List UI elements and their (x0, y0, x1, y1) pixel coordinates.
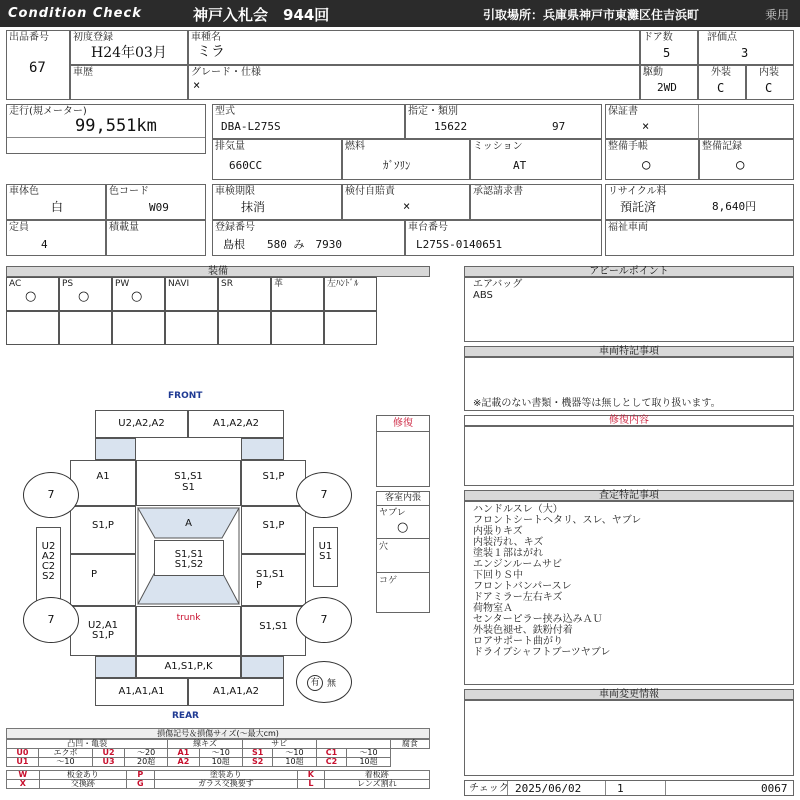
special-title: 車両特記事項 (464, 346, 794, 357)
rear-right-bumper: A1,A1,A2 (188, 678, 284, 706)
special-box: ※記載のない書類・機器等は無しとして取り扱います。 (464, 357, 794, 411)
front-left-headlight (95, 438, 136, 460)
equipment-blank (324, 311, 377, 345)
legend-group: サビ (242, 740, 316, 749)
color-cell: 車体色 白 (6, 184, 106, 220)
grade-cell: グレード・仕様 × (188, 65, 640, 100)
trunk-lid: A1,S1,P,K (136, 656, 241, 678)
note-line: センターピラー挟み込みＡＵ (473, 614, 603, 625)
front-left-bumper: U2,A2,A2 (95, 410, 188, 438)
roof: S1,S1 S1,S2 (154, 540, 224, 576)
legend-desc: 10超 (273, 758, 316, 767)
recycle-cell: リサイクル料 預託済 8,640円 (605, 184, 794, 220)
legend-code: S2 (242, 758, 273, 767)
color-code-cell: 色コード W09 (106, 184, 206, 220)
equipment-blank (165, 311, 218, 345)
note-line: 内装汚れ、キズ (473, 537, 544, 548)
equipment-item: AC ○ (6, 277, 59, 311)
repair-box (464, 426, 794, 486)
cabin-interior-box: 客室内張 ヤブレ ○ 穴 コゲ (376, 491, 430, 613)
legend-desc: 20超 (124, 758, 167, 767)
legend-code: X (7, 780, 40, 789)
equipment-blank (6, 311, 59, 345)
note-line: ハンドルスレ（大） (473, 504, 563, 515)
pickup-location: 引取場所：兵庫県神戸市東灘区住吉浜町 (483, 8, 700, 22)
legend-desc: ～10 (38, 758, 92, 767)
maint-book-cell: 整備手帳 ○ (605, 139, 699, 180)
note-line: ロアサポート曲がり (473, 636, 563, 647)
first-reg-cell: 初度登録 H24年03月 (70, 30, 188, 65)
tire-front-left: 7 (23, 472, 79, 518)
right-fender: S1,P (241, 460, 306, 506)
left-quarter: U2,A1 S1,P (70, 606, 136, 656)
check-row: チェック 2025/06/02 1 0067 (464, 780, 794, 796)
drive-cell: 駆動 2WD (640, 65, 698, 100)
legend-code: A1 (168, 749, 199, 758)
legend-desc: 板金あり (39, 771, 126, 780)
auction-name: 神戸入札会 944回 (193, 6, 330, 24)
equipment-blank (112, 311, 165, 345)
tire-front-right: 7 (296, 472, 352, 518)
mileage-cell: 走行(規メーター) 99,551km (6, 104, 206, 154)
note-line: フロントシートヘタリ、スレ、ヤブレ (473, 515, 642, 526)
right-quarter: S1,S1 (241, 606, 306, 656)
first-reg: H24年03月 (91, 45, 167, 61)
equipment-blank (218, 311, 271, 345)
equipment-item: NAVI (165, 277, 218, 311)
right-side-panel: U1 S1 (313, 527, 338, 587)
legend-code: L (298, 780, 324, 789)
legend-desc: 交換跡 (39, 780, 126, 789)
legend-code: U0 (7, 749, 39, 758)
spare-tire: 有 無 (296, 661, 352, 703)
equipment-item: PW ○ (112, 277, 165, 311)
equipment-item: PS ○ (59, 277, 112, 311)
maint-record-cell: 整備記録 ○ (699, 139, 794, 180)
appeal-box: エアバッグ ABS (464, 277, 794, 342)
change-box (464, 700, 794, 776)
left-fender: A1 (70, 460, 136, 506)
windshield: A (185, 518, 192, 529)
legend-desc: 着板跡 (324, 771, 429, 780)
note-line: フロントバンパースレ (473, 581, 572, 592)
legend-code: P (127, 771, 154, 780)
legend-desc: 塗装あり (154, 771, 298, 780)
legend-desc: ～20 (124, 749, 167, 758)
legend-code: A2 (168, 758, 199, 767)
exterior-cell: 外装 C (698, 65, 746, 100)
left-side-panel: U2 A2 C2 S2 (36, 527, 61, 607)
legend-code: C2 (316, 758, 347, 767)
legend-code: U3 (93, 758, 125, 767)
note-line: 外装色褪せ、鉄粉付着 (473, 625, 573, 636)
legend-desc: 10超 (347, 758, 390, 767)
rear-left-lamp (95, 656, 136, 678)
legend-code: U1 (7, 758, 39, 767)
legend-code: G (127, 780, 154, 789)
legend-desc: ～10 (199, 749, 242, 758)
fuel-cell: 燃料 ｶﾞｿﾘﾝ (342, 139, 470, 180)
equipment-blank (59, 311, 112, 345)
repair-title: 修復内容 (464, 415, 794, 426)
equipment-item: SR (218, 277, 271, 311)
legend-code: K (298, 771, 324, 780)
capacity-cell: 定員 4 (6, 220, 106, 256)
front-right-headlight (241, 438, 284, 460)
note-line: ドライブシャフトブーツヤブレ (473, 647, 611, 658)
claim-cell: 承認請求書 (470, 184, 602, 220)
appeal-title: アピールポイント (464, 266, 794, 277)
doors-cell: ドア数 5 (640, 30, 698, 65)
mileage: 99,551km (75, 116, 157, 136)
lot-cell: 出品番号 67 (6, 30, 70, 100)
legend-group: 線キズ (168, 740, 243, 749)
history-cell: 車歴 (70, 65, 188, 100)
type-cell: 型式 DBA-L275S (212, 104, 405, 139)
note-line: ドアミラー左右キズ (473, 592, 563, 603)
vehicle-class: 乗用 (765, 8, 790, 22)
notes-title: 査定特記事項 (464, 490, 794, 501)
notes-box (464, 501, 794, 685)
legend-desc: 10超 (199, 758, 242, 767)
legend-code: S1 (242, 749, 273, 758)
displacement-cell: 排気量 660CC (212, 139, 342, 180)
change-title: 車両変更情報 (464, 689, 794, 700)
equipment-title: 装備 (6, 266, 430, 277)
chassis-cell: 車台番号 L275S-0140651 (405, 220, 602, 256)
plate-cell: 登録番号 島根 580 み 7930 (212, 220, 405, 256)
inspection-cell: 車検期限 抹消 (212, 184, 342, 220)
insurance-cell: 検付自賠責 × (342, 184, 470, 220)
legend-desc: ～10 (347, 749, 390, 758)
right-front-door: S1,P (241, 506, 306, 554)
left-front-door: S1,P (70, 506, 136, 554)
legend-code: U2 (93, 749, 125, 758)
model-cell: 車種名 ミラ (188, 30, 640, 65)
warranty-cell: 保証書 × (605, 104, 794, 139)
note-line: 内張りキズ (473, 526, 523, 537)
rear-left-bumper: A1,A1,A1 (95, 678, 188, 706)
note-line: 塗装１部はがれ (473, 548, 543, 559)
trunk-area: trunk (136, 606, 241, 656)
repair-diagram-box: 修復 (376, 415, 430, 487)
left-rear-door: P (70, 554, 136, 606)
tire-rear-right: 7 (296, 597, 352, 643)
damage-legend: 損傷記号＆損傷サイズ(～最大cm) 凸凹・亀裂 線キズ サビ 腐食 U0 エクボ U2 ～20 A1 ～10 S1 ～10 C1 ～10 U1 ～10 U3 20超 A2 10超 S2 10超 C2 10超 W 板金あり P 塗装あり K 着板跡 X 交換跡 G ガラス交換要す L レンズ割れ (6, 728, 430, 789)
model-name: ミラ (197, 44, 225, 60)
equipment-blank (271, 311, 324, 345)
load-cell: 積載量 (106, 220, 206, 256)
mission-cell: ミッション AT (470, 139, 602, 180)
hood: S1,S1 S1 (136, 460, 241, 506)
legend-desc: ガラス交換要す (154, 780, 298, 789)
equipment-grid (6, 277, 430, 345)
legend-group: 腐食 (390, 740, 429, 749)
interior-cell: 内装 C (746, 65, 794, 100)
legend-desc: ～10 (273, 749, 316, 758)
legend-code: W (7, 771, 40, 780)
legend-desc: レンズ割れ (324, 780, 429, 789)
right-rear-door: S1,S1 P (241, 554, 306, 606)
legend-code: C1 (316, 749, 347, 758)
equipment-item: 革 (271, 277, 324, 311)
welfare-cell: 福祉車両 (605, 220, 794, 256)
rear-right-lamp (241, 656, 284, 678)
tire-rear-left: 7 (23, 597, 79, 643)
header-bar (0, 0, 800, 27)
note-line: 下回りＳ中 (473, 570, 523, 581)
designation-cell: 指定・類別 15622 97 (405, 104, 602, 139)
rear-label: REAR (172, 711, 199, 721)
legend-desc: エクボ (38, 749, 92, 758)
lot-number: 67 (29, 60, 46, 76)
note-line: 荷物室Ａ (473, 603, 513, 614)
score-cell: 評価点 3 (698, 30, 794, 65)
legend-group: 凸凹・亀裂 (7, 740, 168, 749)
front-label: FRONT (168, 391, 203, 401)
note-line: エンジンルームサビ (473, 559, 563, 570)
equipment-item: 左ﾊﾝﾄﾞﾙ (324, 277, 377, 311)
front-right-bumper: A1,A2,A2 (188, 410, 284, 438)
header-title: Condition Check (8, 6, 142, 21)
